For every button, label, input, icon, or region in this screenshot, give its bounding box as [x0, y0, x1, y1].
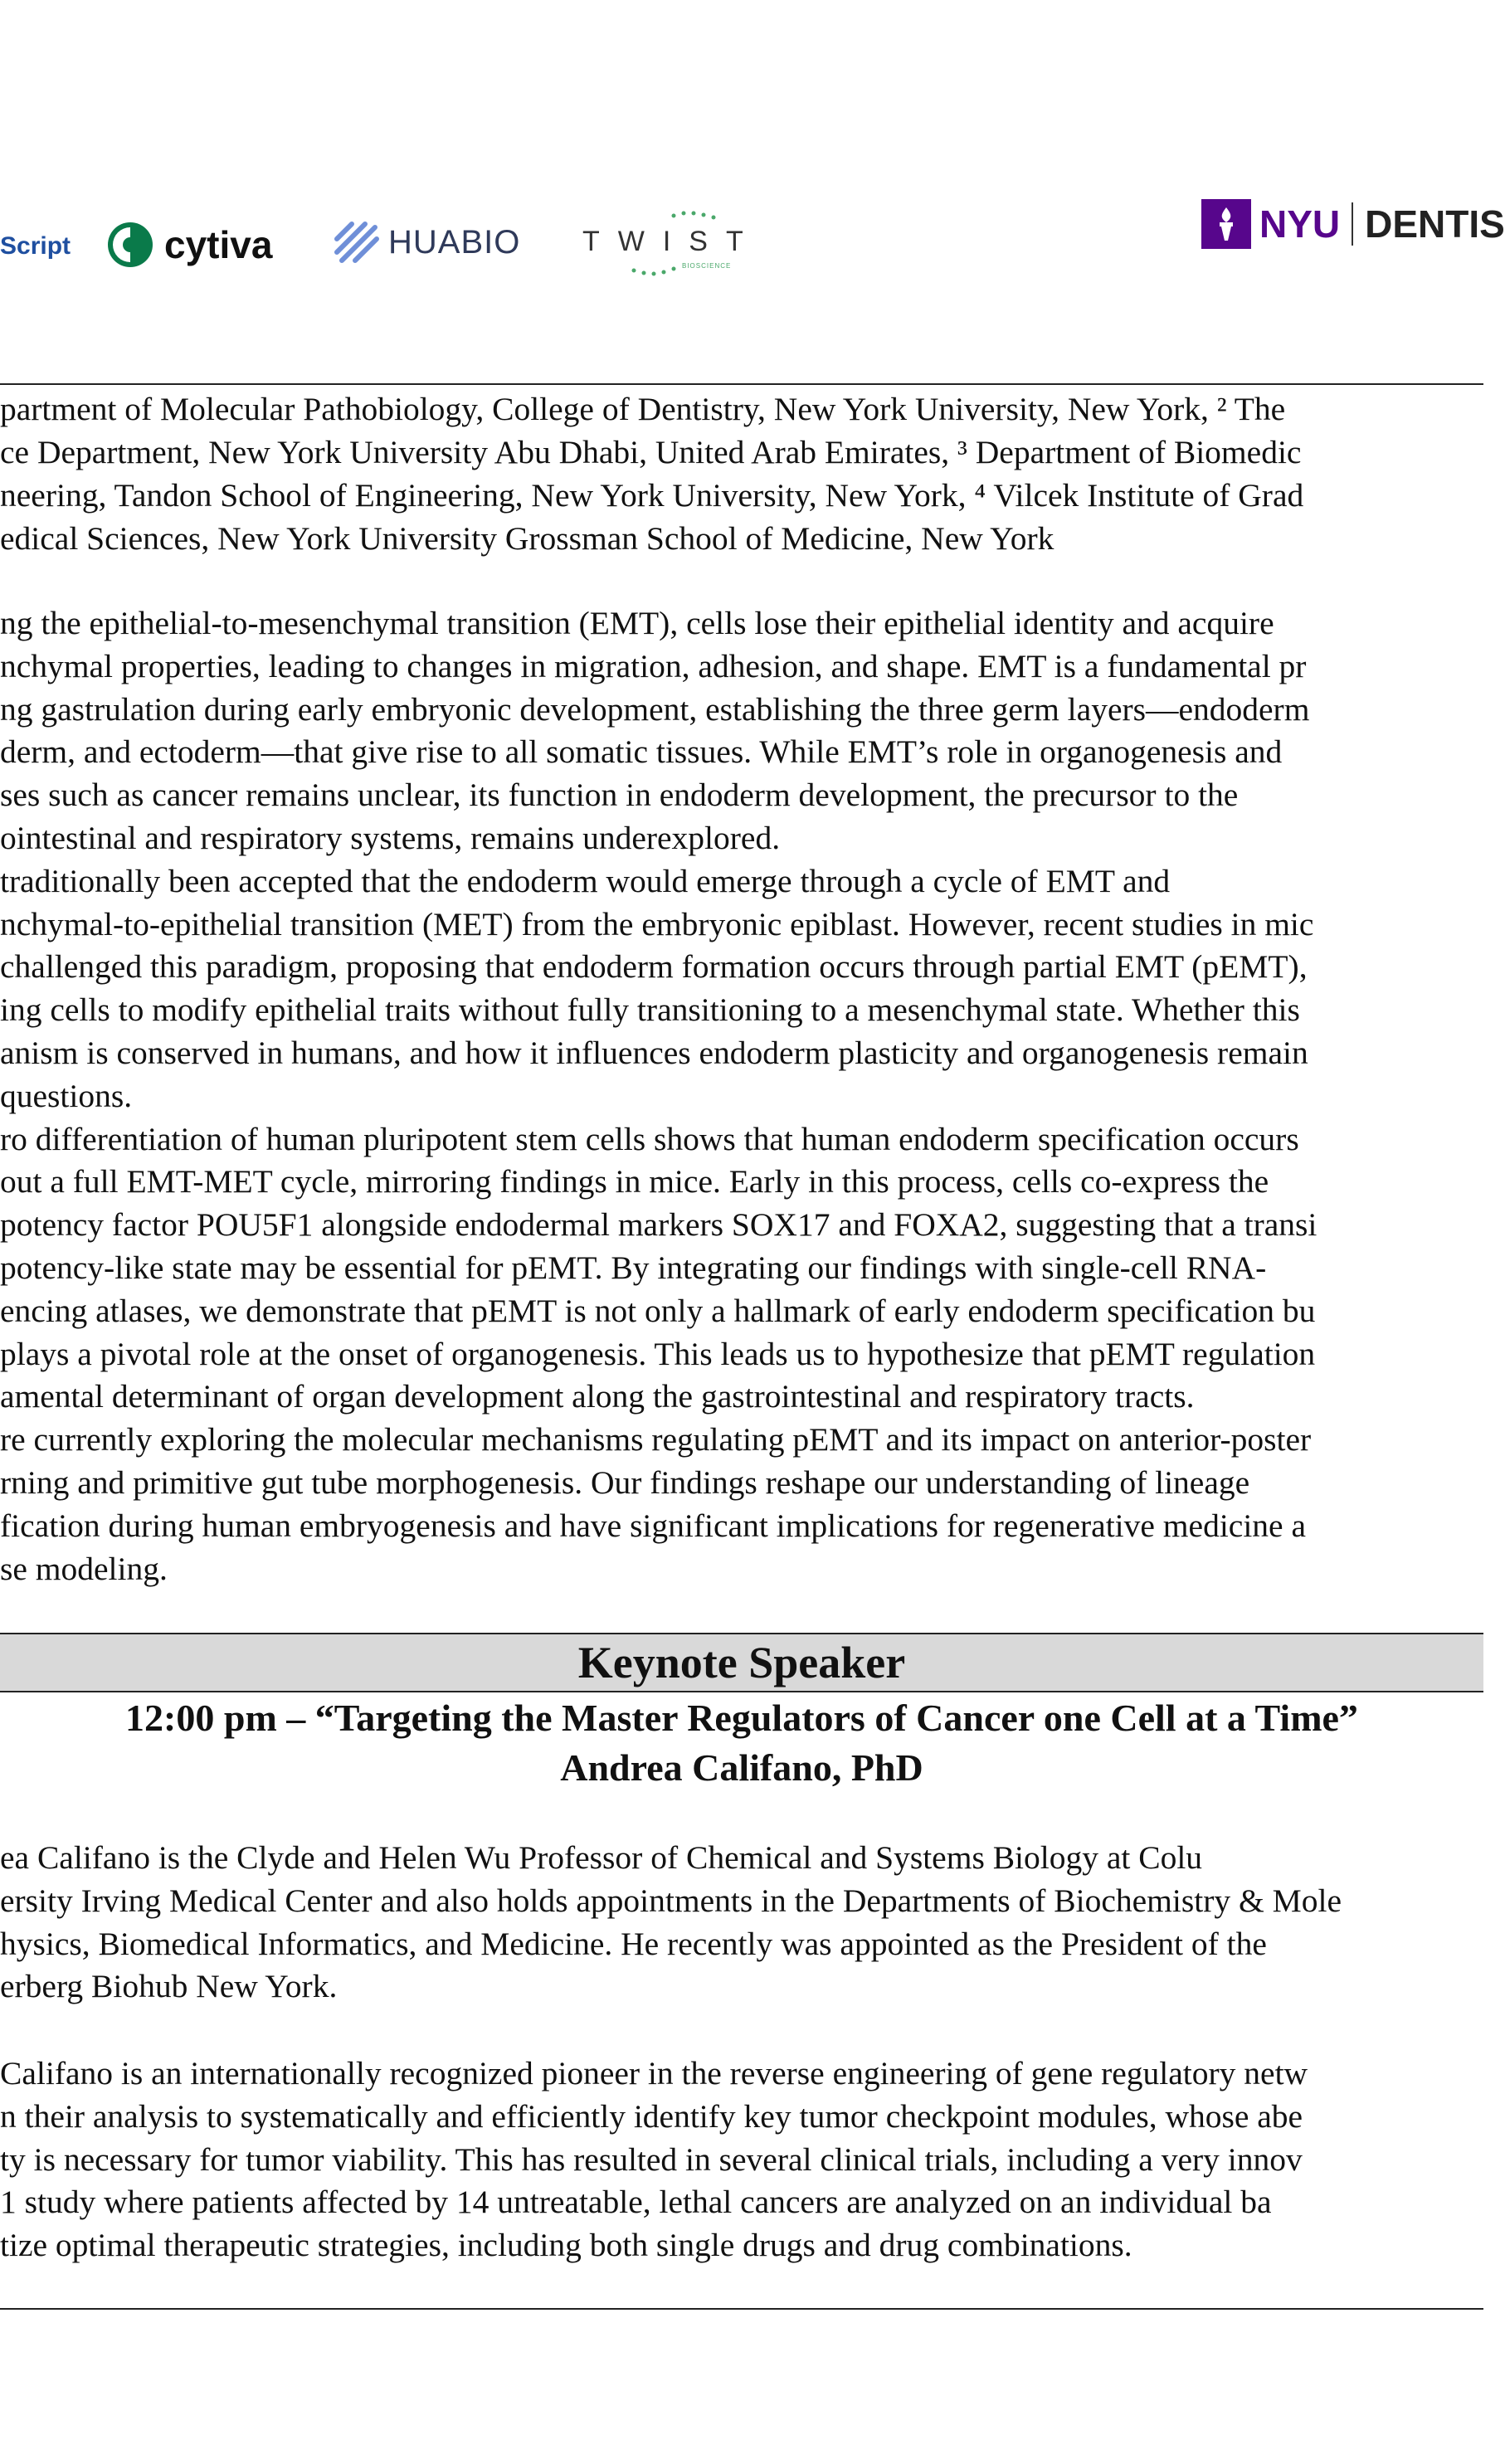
abstract-line: fication during human embryogenesis and have significant implications for regenerative medicine a: [0, 1507, 1306, 1544]
twist-logo-subtext: BIOSCIENCE: [682, 262, 732, 270]
affiliation-line: ce Department, New York University Abu Dhabi, United Arab Emirates, ³ Department of Biomedic: [0, 434, 1302, 470]
huabio-stripes-icon: [334, 221, 380, 264]
bio-line: Califano is an internationally recognized pioneer in the reverse engineering of gene regulatory netw: [0, 2055, 1308, 2091]
logo-separator: [1352, 202, 1353, 246]
abstract-line: amental determinant of organ development along the gastrointestinal and respiratory tracts.: [0, 1378, 1195, 1415]
twist-logo-text: TWIST: [582, 226, 762, 257]
abstract-line: derm, and ectoderm—that give rise to all somatic tissues. While EMT’s role in organogenesis and: [0, 733, 1283, 771]
abstract-line: ng the epithelial-to-mesenchymal transition (EMT), cells lose their epithelial identity and acquire: [0, 605, 1274, 641]
bio-line: n their analysis to systematically and efficiently identify key tumor checkpoint modules, whose abe: [0, 2097, 1303, 2135]
abstract-line: nchymal-to-epithelial transition (MET) from the embryonic epiblast. However, recent studies in mic: [0, 905, 1314, 942]
affiliation-line: neering, Tandon School of Engineering, New York University, New York, ⁴ Vilcek Institute of Grad: [0, 477, 1304, 514]
abstract-line: re currently exploring the molecular mechanisms regulating pEMT and its impact on anterior-poster: [0, 1421, 1312, 1458]
abstract-line: out a full EMT-MET cycle, mirroring findings in mice. Early in this process, cells co-express the: [0, 1163, 1269, 1200]
top-divider: [0, 383, 1483, 385]
abstract-line: nchymal properties, leading to changes in migration, adhesion, and shape. EMT is a fundamental pr: [0, 647, 1307, 684]
bio-line: ty is necessary for tumor viability. This has resulted in several clinical trials, including a very innov: [0, 2140, 1303, 2178]
bio-line: erberg Biohub New York.: [0, 1968, 338, 2005]
abstract-line: plays a pivotal role at the onset of organogenesis. This leads us to hypothesize that pEMT regulation: [0, 1335, 1316, 1372]
huabio-logo: [334, 221, 520, 264]
keynote-heading-bar: [0, 1633, 1483, 1692]
abstract-line: ing cells to modify epithelial traits without fully transitioning to a mesenchymal state. Whether this: [0, 991, 1300, 1029]
nyu-dentistry-logo: [1201, 199, 1505, 249]
nyu-unit-text: DENTIS: [1365, 202, 1505, 246]
affiliations: [0, 388, 1483, 561]
cytiva-mark-icon: [106, 221, 154, 269]
bio-line: tize optimal therapeutic strategies, including both single drugs and drug combinations.: [0, 2227, 1132, 2264]
abstract-line: rning and primitive gut tube morphogenesis. Our findings reshape our understanding of lineage: [0, 1463, 1250, 1501]
affiliation-line: edical Sciences, New York University Grossman School of Medicine, New York: [0, 520, 1054, 557]
abstract-line: traditionally been accepted that the endoderm would emerge through a cycle of EMT and: [0, 862, 1171, 899]
speaker-bio-paragraph-1: [0, 1837, 1483, 2009]
abstract-line: anism is conserved in humans, and how it influences endoderm plasticity and organogenesis remain: [0, 1034, 1308, 1071]
abstract-line: potency-like state may be essential for pEMT. By integrating our findings with single-cell RNA-: [0, 1249, 1267, 1286]
nyu-logo-text: NYU: [1259, 202, 1341, 246]
abstract-line: ointestinal and respiratory systems, remains underexplored.: [0, 819, 781, 856]
keynote-heading: Keynote Speaker: [577, 1638, 906, 1687]
cytiva-logo-text: cytiva: [164, 223, 273, 266]
bio-line: 1 study where patients affected by 14 untreatable, lethal cancers are analyzed on an individual ba: [0, 2184, 1272, 2221]
genscript-logo: [0, 232, 71, 261]
bio-line: ea Califano is the Clyde and Helen Wu Professor of Chemical and Systems Biology at Colu: [0, 1839, 1203, 1876]
nyu-torch-icon: [1201, 199, 1251, 249]
bio-line: ersity Irving Medical Center and also holds appointments in the Departments of Biochemistry & Mole: [0, 1882, 1342, 1919]
abstract-line: ng gastrulation during early embryonic development, establishing the three germ layers—endoderm: [0, 690, 1310, 728]
abstract-line: ses such as cancer remains unclear, its function in endoderm development, the precursor to the: [0, 777, 1239, 814]
abstract-line: potency factor POU5F1 alongside endodermal markers SOX17 and FOXA2, suggesting that a transi: [0, 1206, 1317, 1244]
abstract-line: encing atlases, we demonstrate that pEMT is not only a hallmark of early endoderm specification bu: [0, 1292, 1316, 1329]
bottom-divider: [0, 2308, 1483, 2310]
twist-bioscience-logo: [582, 206, 762, 280]
abstract-body: [0, 602, 1483, 1590]
bio-line: hysics, Biomedical Informatics, and Medicine. He recently was appointed as the President of the: [0, 1925, 1267, 1962]
genscript-logo-text: Script: [0, 232, 71, 260]
keynote-talk-title: 12:00 pm – “Targeting the Master Regulators of Cancer one Cell at a Time”: [125, 1697, 1358, 1739]
huabio-logo-text: HUABIO: [388, 223, 521, 261]
affiliation-line: partment of Molecular Pathobiology, College of Dentistry, New York University, New York, ² The: [0, 391, 1286, 427]
keynote-speaker-name: Andrea Califano, PhD: [560, 1746, 923, 1789]
abstract-line: challenged this paradigm, proposing that endoderm formation occurs through partial EMT (pEMT),: [0, 948, 1308, 986]
speaker-bio-paragraph-2: [0, 2053, 1483, 2267]
abstract-line: se modeling.: [0, 1550, 168, 1587]
abstract-line: questions.: [0, 1077, 133, 1114]
abstract-line: ro differentiation of human pluripotent stem cells shows that human endoderm specification occurs: [0, 1120, 1299, 1157]
cytiva-logo: [106, 221, 272, 269]
